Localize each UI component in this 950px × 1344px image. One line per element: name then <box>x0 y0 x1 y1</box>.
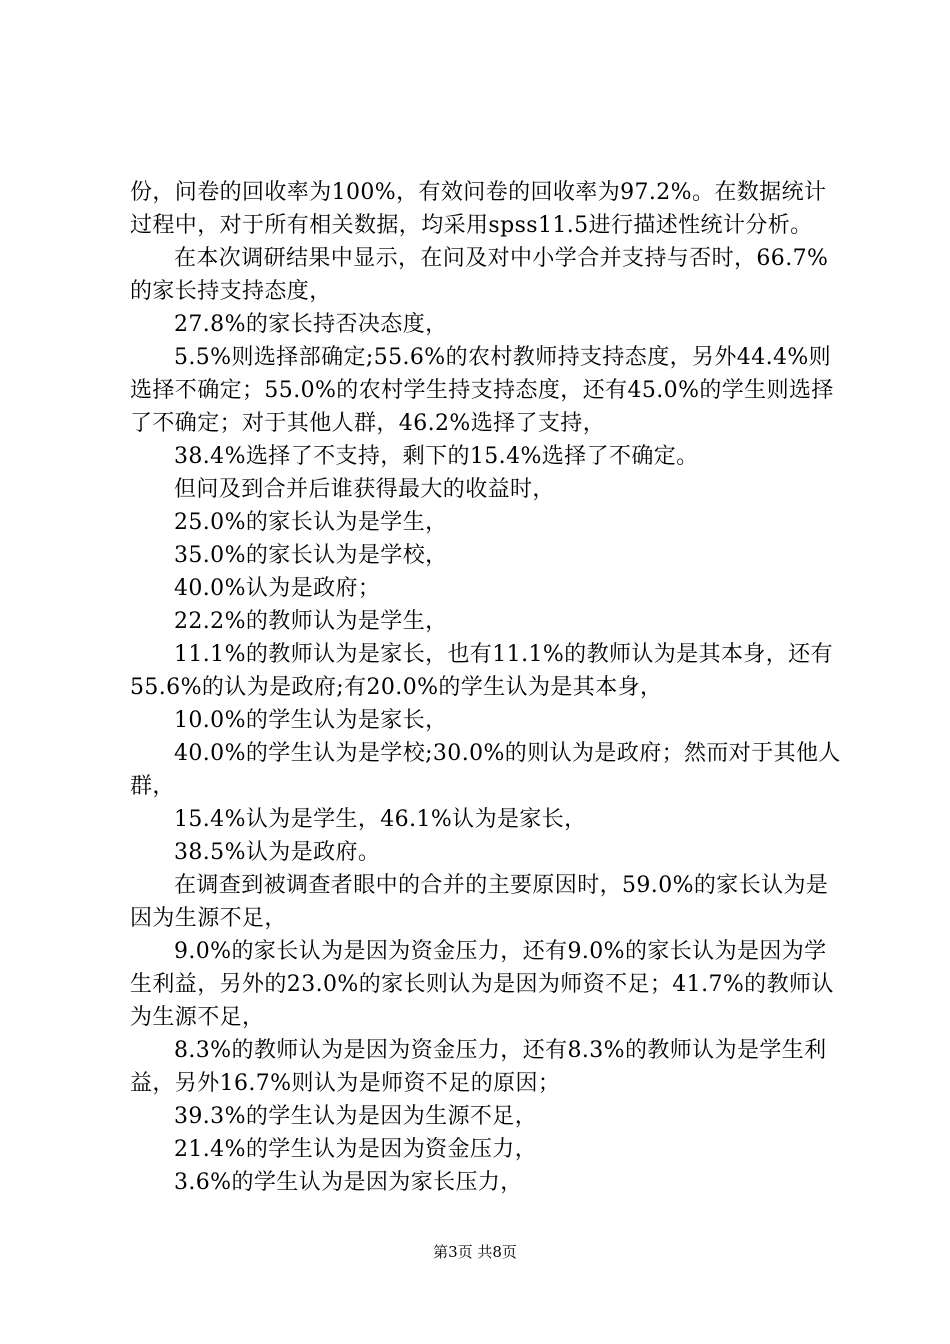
paragraph: 39.3%的学生认为是因为生源不足， <box>174 1104 538 1129</box>
page-number-label: 第3页 共8页 <box>433 1243 517 1261</box>
paragraph: 25.0%的家长认为是学生， <box>174 510 448 535</box>
paragraph: 22.2%的教师认为是学生， <box>174 609 448 634</box>
paragraph: 但问及到合并后谁获得最大的收益时， <box>174 477 555 502</box>
paragraph: 40.0%的学生认为是学校;30.0%的则认为是政府；然而对于其他人群， <box>130 741 841 799</box>
paragraph: 9.0%的家长认为是因为资金压力，还有9.0%的家长认为是因为学生利益，另外的23.0%的家长则认为是因为师资不足；41.7%的教师认为生源不足， <box>130 939 834 1030</box>
paragraph: 15.4%认为是学生，46.1%认为是家长， <box>174 807 587 832</box>
paragraph: 10.0%的学生认为是家长， <box>174 708 448 733</box>
paragraph: 在调查到被调查者眼中的合并的主要原因时，59.0%的家长认为是因为生源不足， <box>130 873 829 931</box>
page-footer <box>0 1242 950 1262</box>
paragraph: 11.1%的教师认为是家长，也有11.1%的教师认为是其本身，还有55.6%的认为是政府;有20.0%的学生认为是其本身， <box>130 642 833 700</box>
paragraph: 在本次调研结果中显示，在问及对中小学合并支持与否时，66.7%的家长持支持态度， <box>130 246 829 304</box>
paragraph: 38.4%选择了不支持，剩下的15.4%选择了不确定。 <box>174 444 699 469</box>
paragraph: 8.3%的教师认为是因为资金压力，还有8.3%的教师认为是学生利益，另外16.7%则认为是师资不足的原因； <box>130 1038 827 1096</box>
paragraph: 40.0%认为是政府； <box>174 576 381 601</box>
body-text <box>130 176 842 1199</box>
paragraph: 5.5%则选择部确定;55.6%的农村教师持支持态度，另外44.4%则选择不确定；55.0%的农村学生持支持态度，还有45.0%的学生则选择了不确定；对于其他人群，46.2%选择了支持， <box>130 345 834 436</box>
paragraph: 35.0%的家长认为是学校， <box>174 543 448 568</box>
paragraph: 21.4%的学生认为是因为资金压力， <box>174 1137 538 1162</box>
paragraph: 份，问卷的回收率为100%，有效问卷的回收率为97.2%。在数据统计过程中，对于所有相关数据，均采用spss11.5进行描述性统计分析。 <box>130 180 827 238</box>
paragraph: 3.6%的学生认为是因为家长压力， <box>174 1170 523 1195</box>
paragraph: 27.8%的家长持否决态度， <box>174 312 448 337</box>
paragraph: 38.5%认为是政府。 <box>174 840 381 865</box>
